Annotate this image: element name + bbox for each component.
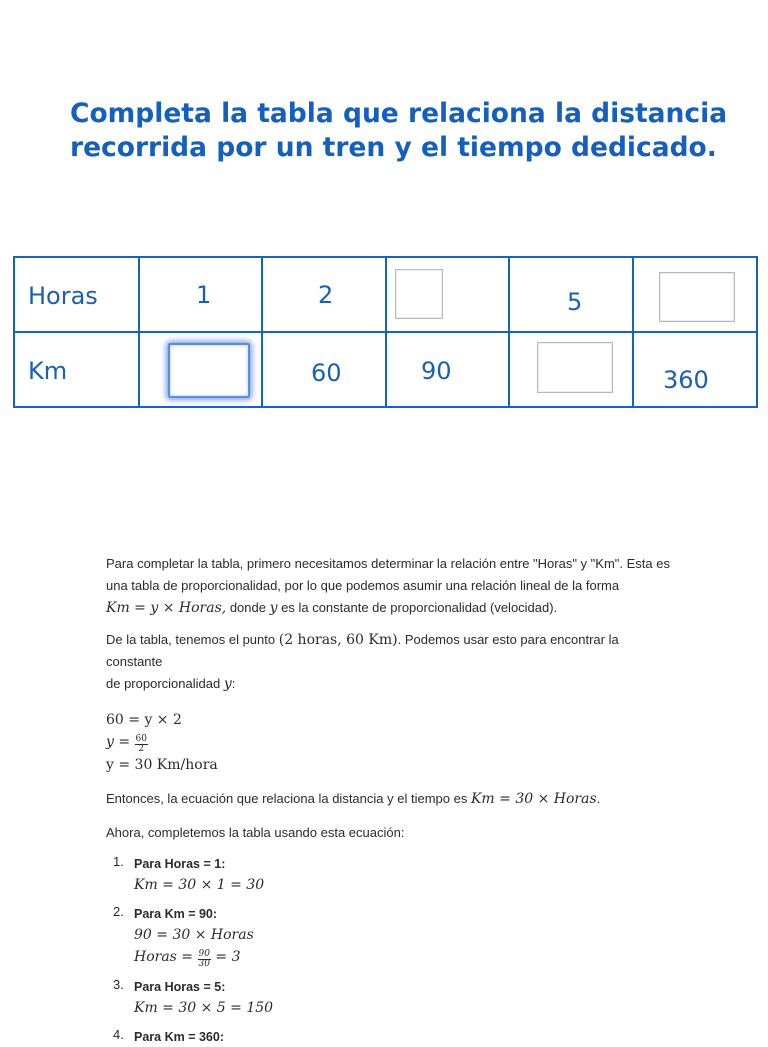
- title-line-2: recorrida por un tren y el tiempo dedicado.: [70, 132, 717, 163]
- point-text-end: . Podemos usar esto para encontrar la constante: [106, 632, 619, 669]
- intro-line-2: una tabla de proporcionalidad, por lo que podemos asumir una relación lineal de la forma: [106, 578, 620, 593]
- cell-km-1: [139, 332, 262, 407]
- list-item: 4. Para Km = 360:: [113, 1027, 224, 1044]
- cell-km-2: 60: [262, 332, 386, 407]
- fraction-60-2: $\frac{60}{2}$: [135, 734, 147, 754]
- intro-connector: donde: [226, 600, 270, 615]
- list-item: 2. Para Km = 90: 90 = 30 × Horas Horas = $\frac{90}{30}$ = 3: [113, 904, 254, 969]
- cell-horas-1: 1: [139, 257, 262, 332]
- answer-box-km-4[interactable]: [537, 342, 613, 393]
- row-label-horas: Horas: [14, 257, 139, 332]
- intro-line-1: Para completar la tabla, primero necesitamos determinar la relación entre "Horas" y "Km". Esta es: [106, 556, 670, 571]
- fraction-90-30: $\frac{90}{30}$: [198, 949, 210, 969]
- list-item: 1. Para Horas = 1: Km = 30 × 1 = 30: [113, 854, 265, 893]
- title-line-1: Completa la tabla que relaciona la distancia: [70, 98, 728, 129]
- table-row-km: [14, 332, 757, 407]
- intro-line-3: es la constante de proporcionalidad (velocidad).: [277, 600, 558, 615]
- answer-box-horas-5[interactable]: [659, 272, 735, 322]
- cell-horas-2: 2: [262, 257, 386, 332]
- constant-var-2: y: [223, 676, 232, 692]
- exercise-title: [70, 97, 730, 165]
- equation-summary: Entonces, la ecuación que relaciona la distancia y el tiempo es Km = 30 × Horas.: [106, 791, 601, 807]
- formula-inline: Km = y × Horas,: [106, 600, 227, 616]
- table-row-horas: [14, 257, 757, 332]
- cell-horas-3: [386, 257, 509, 332]
- constant-var: y: [269, 600, 278, 616]
- point-text-start: De la tabla, tenemos el punto: [106, 632, 279, 647]
- intro-paragraph: [106, 553, 676, 619]
- answer-box-horas-3[interactable]: [395, 269, 443, 319]
- point-paragraph: [106, 629, 676, 695]
- equation-block: [106, 709, 676, 776]
- cell-km-3: 90: [386, 332, 509, 407]
- proportion-table: [13, 256, 758, 408]
- cell-horas-5: [633, 257, 757, 332]
- equation-3: y = 30 Km/hora: [106, 757, 218, 773]
- row-label-km: Km: [14, 332, 139, 407]
- point-colon: :: [231, 676, 236, 691]
- equation-1: 60 = y × 2: [106, 712, 182, 728]
- equation-2: y = $\frac{60}{2}$: [106, 734, 147, 754]
- point-math: (2 horas, 60 Km): [278, 632, 398, 648]
- cell-km-4: [509, 332, 633, 407]
- cell-horas-4: 5: [509, 257, 633, 332]
- complete-intro: Ahora, completemos la tabla usando esta ecuación:: [106, 825, 405, 840]
- answer-box-km-1[interactable]: [168, 343, 250, 398]
- solution-text: [106, 553, 676, 1047]
- cell-km-5: 360: [633, 332, 757, 407]
- point-line-2: de proporcionalidad: [106, 676, 224, 691]
- list-item: 3. Para Horas = 5: Km = 30 × 5 = 150: [113, 977, 274, 1016]
- final-equation: Km = 30 × Horas: [470, 791, 597, 807]
- steps-list: [106, 854, 676, 1047]
